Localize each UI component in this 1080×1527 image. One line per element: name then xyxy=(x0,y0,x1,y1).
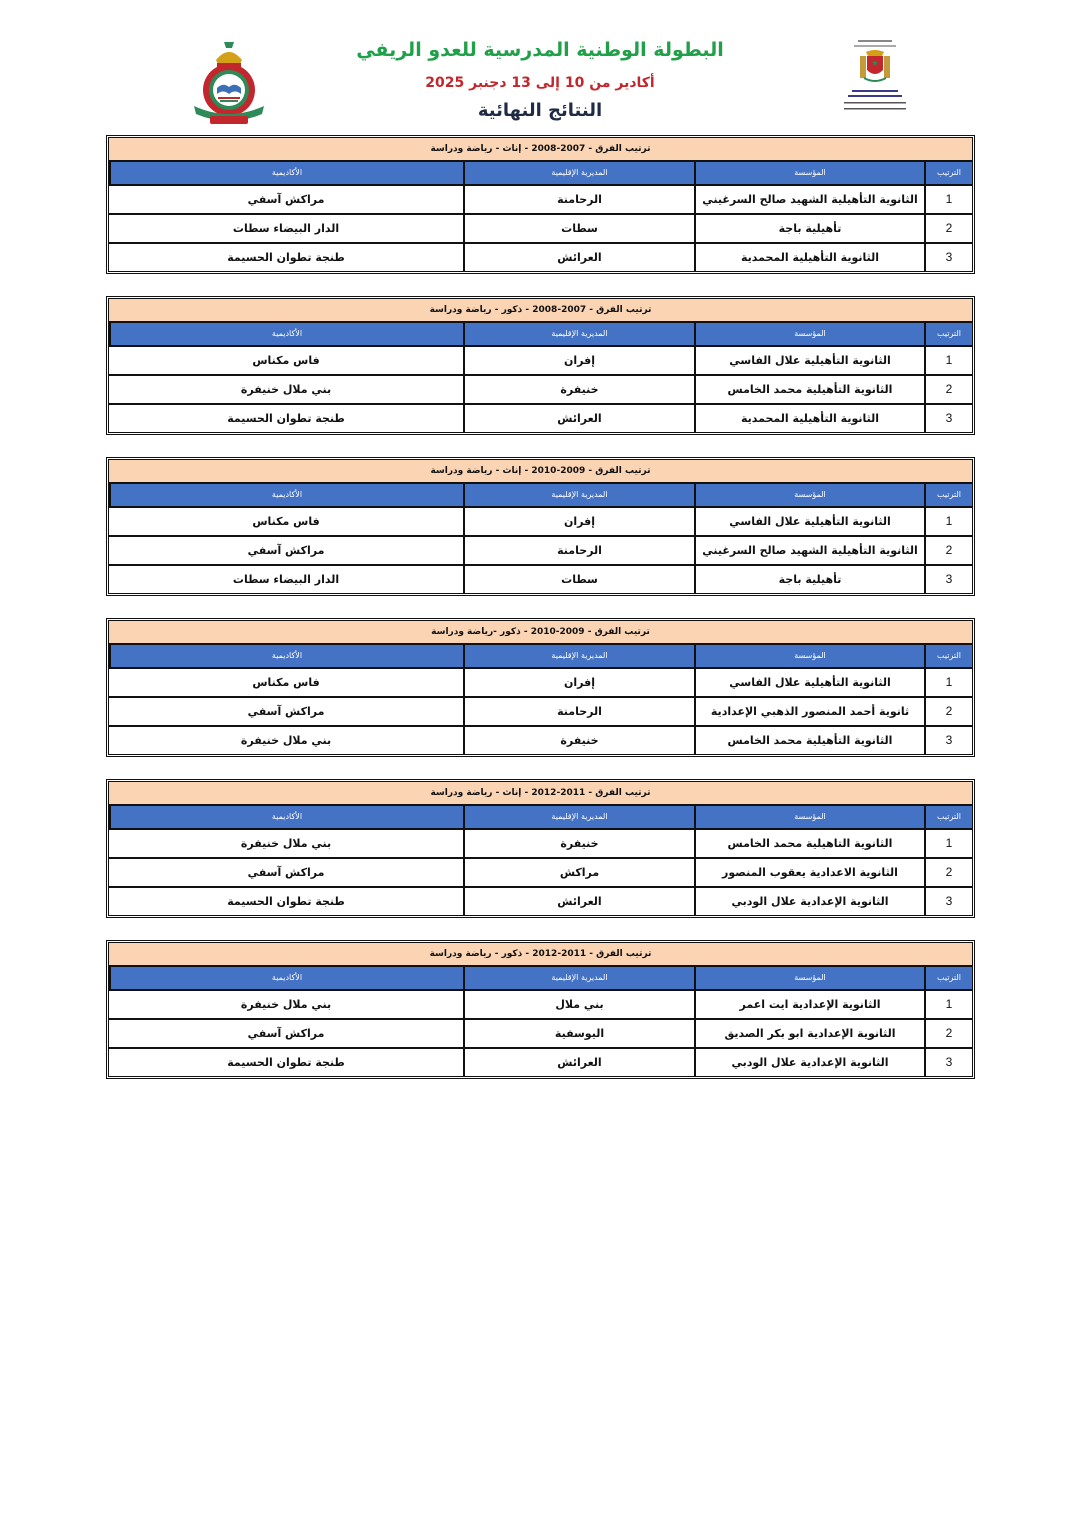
cell-rank: 3 xyxy=(924,888,972,915)
cell-rank: 2 xyxy=(924,698,972,727)
column-header-directorate: المديرية الإقليمية xyxy=(463,162,694,186)
column-header-institution: المؤسسة xyxy=(694,967,924,991)
column-header-directorate: المديرية الإقليمية xyxy=(463,967,694,991)
cell-rank: 2 xyxy=(924,537,972,566)
cell-institution: الثانوية التأهيلية محمد الخامس xyxy=(694,376,924,405)
cell-institution: الثانوية التأهيلية الشهيد صالح السرغيني xyxy=(694,186,924,215)
cell-institution: الثانوية الإعدادية علال الودبي xyxy=(694,888,924,915)
cell-directorate: العرائش xyxy=(463,244,694,271)
cell-institution: الثانوية التأهيلية علال الفاسي xyxy=(694,508,924,537)
column-header-academy: الأكاديمية xyxy=(109,806,463,830)
cell-academy: مراكش آسفي xyxy=(109,537,463,566)
cell-directorate: الرحامنة xyxy=(463,537,694,566)
cell-academy: الدار البيضاء سطات xyxy=(109,566,463,593)
cell-academy: فاس مكناس xyxy=(109,347,463,376)
cell-directorate: إفران xyxy=(463,508,694,537)
cell-academy: مراكش آسفي xyxy=(109,859,463,888)
column-header-institution: المؤسسة xyxy=(694,645,924,669)
cell-academy: فاس مكناس xyxy=(109,508,463,537)
table-caption: ترتيب الفرق - 2009-2010 - ذكور -رياضة ودراسة xyxy=(109,621,972,645)
column-header-rank: الترتيب xyxy=(924,645,972,669)
cell-rank: 1 xyxy=(924,830,972,859)
table-caption: ترتيب الفرق - 2007-2008 - ذكور - رياضة ودراسة xyxy=(109,299,972,323)
federation-emblem-icon xyxy=(190,40,268,126)
cell-academy: بني ملال خنيفرة xyxy=(109,376,463,405)
column-header-rank: الترتيب xyxy=(924,323,972,347)
cell-rank: 3 xyxy=(924,727,972,754)
cell-rank: 2 xyxy=(924,859,972,888)
cell-rank: 2 xyxy=(924,376,972,405)
cell-directorate: خنيفرة xyxy=(463,376,694,405)
column-header-academy: الأكاديمية xyxy=(109,967,463,991)
cell-institution: الثانوية الإعدادية ابو بكر الصديق xyxy=(694,1020,924,1049)
cell-directorate: مراكش xyxy=(463,859,694,888)
cell-academy: الدار البيضاء سطات xyxy=(109,215,463,244)
cell-institution: الثانوية التاهيلية محمد الخامس xyxy=(694,830,924,859)
cell-rank: 1 xyxy=(924,347,972,376)
table-grid xyxy=(109,162,972,271)
ministry-emblem-icon xyxy=(836,38,914,126)
cell-rank: 3 xyxy=(924,405,972,432)
title-block xyxy=(300,36,780,124)
cell-directorate: إفران xyxy=(463,669,694,698)
cell-directorate: العرائش xyxy=(463,405,694,432)
results-table xyxy=(106,618,975,757)
cell-academy: فاس مكناس xyxy=(109,669,463,698)
table-grid xyxy=(109,484,972,593)
results-table xyxy=(106,457,975,596)
table-grid xyxy=(109,645,972,754)
cell-institution: تأهيلية باجة xyxy=(694,215,924,244)
cell-academy: طنجة تطوان الحسيمة xyxy=(109,244,463,271)
column-header-directorate: المديرية الإقليمية xyxy=(463,806,694,830)
cell-directorate: بني ملال xyxy=(463,991,694,1020)
cell-rank: 1 xyxy=(924,508,972,537)
cell-institution: الثانوية التأهيلية محمد الخامس xyxy=(694,727,924,754)
column-header-institution: المؤسسة xyxy=(694,323,924,347)
cell-directorate: سطات xyxy=(463,215,694,244)
cell-institution: الثانوية الإعدادية علال الودبي xyxy=(694,1049,924,1076)
results-table xyxy=(106,940,975,1079)
cell-directorate: الرحامنة xyxy=(463,698,694,727)
cell-academy: طنجة تطوان الحسيمة xyxy=(109,405,463,432)
cell-rank: 1 xyxy=(924,186,972,215)
main-title: البطولة الوطنية المدرسية للعدو الريفي xyxy=(356,39,724,61)
table-caption: ترتيب الفرق - 2011-2012 - ذكور - رياضة ودراسة xyxy=(109,943,972,967)
cell-directorate: سطات xyxy=(463,566,694,593)
column-header-academy: الأكاديمية xyxy=(109,323,463,347)
table-grid xyxy=(109,967,972,1076)
cell-directorate: العرائش xyxy=(463,888,694,915)
column-header-academy: الأكاديمية xyxy=(109,162,463,186)
column-header-rank: الترتيب xyxy=(924,484,972,508)
cell-academy: بني ملال خنيفرة xyxy=(109,991,463,1020)
column-header-academy: الأكاديمية xyxy=(109,484,463,508)
cell-academy: بني ملال خنيفرة xyxy=(109,727,463,754)
column-header-institution: المؤسسة xyxy=(694,806,924,830)
cell-directorate: اليوسفية xyxy=(463,1020,694,1049)
cell-institution: الثانوية الاعدادية يعقوب المنصور xyxy=(694,859,924,888)
cell-directorate: الرحامنة xyxy=(463,186,694,215)
cell-rank: 1 xyxy=(924,669,972,698)
table-grid xyxy=(109,323,972,432)
cell-academy: مراكش آسفي xyxy=(109,1020,463,1049)
cell-directorate: خنيفرة xyxy=(463,830,694,859)
table-grid xyxy=(109,806,972,915)
results-table xyxy=(106,296,975,435)
cell-academy: مراكش آسفي xyxy=(109,698,463,727)
results-tables xyxy=(106,135,975,1101)
cell-academy: طنجة تطوان الحسيمة xyxy=(109,888,463,915)
column-header-institution: المؤسسة xyxy=(694,162,924,186)
cell-institution: الثانوية التأهيلية المحمدية xyxy=(694,405,924,432)
results-table xyxy=(106,779,975,918)
cell-directorate: العرائش xyxy=(463,1049,694,1076)
table-caption: ترتيب الفرق - 2011-2012 - إناث - رياضة ودراسة xyxy=(109,782,972,806)
column-header-academy: الأكاديمية xyxy=(109,645,463,669)
column-header-institution: المؤسسة xyxy=(694,484,924,508)
cell-academy: طنجة تطوان الحسيمة xyxy=(109,1049,463,1076)
cell-rank: 2 xyxy=(924,215,972,244)
cell-institution: الثانوية التأهيلية المحمدية xyxy=(694,244,924,271)
column-header-rank: الترتيب xyxy=(924,967,972,991)
column-header-directorate: المديرية الإقليمية xyxy=(463,484,694,508)
cell-directorate: خنيفرة xyxy=(463,727,694,754)
table-caption: ترتيب الفرق - 2007-2008 - إناث - رياضة ودراسة xyxy=(109,138,972,162)
cell-institution: الثانوية التأهيلية علال الفاسي xyxy=(694,347,924,376)
results-table xyxy=(106,135,975,274)
column-header-rank: الترتيب xyxy=(924,162,972,186)
event-dates: أكادير من 10 إلى 13 دجنبر 2025 xyxy=(425,75,655,91)
page-header xyxy=(0,0,1080,135)
cell-rank: 3 xyxy=(924,1049,972,1076)
cell-directorate: إفران xyxy=(463,347,694,376)
cell-rank: 2 xyxy=(924,1020,972,1049)
column-header-directorate: المديرية الإقليمية xyxy=(463,645,694,669)
cell-academy: مراكش آسفي xyxy=(109,186,463,215)
column-header-directorate: المديرية الإقليمية xyxy=(463,323,694,347)
cell-rank: 3 xyxy=(924,244,972,271)
cell-institution: تأهيلية باجة xyxy=(694,566,924,593)
results-title: النتائج النهائية xyxy=(477,100,603,121)
cell-institution: الثانوية التأهيلية الشهيد صالح السرغيني xyxy=(694,537,924,566)
cell-rank: 1 xyxy=(924,991,972,1020)
table-caption: ترتيب الفرق - 2009-2010 - إناث - رياضة ودراسة xyxy=(109,460,972,484)
cell-institution: الثانوية الإعدادية ايت اعمر xyxy=(694,991,924,1020)
cell-rank: 3 xyxy=(924,566,972,593)
cell-institution: ثانوية أحمد المنصور الذهبي الإعدادية xyxy=(694,698,924,727)
cell-institution: الثانوية التأهيلية علال الفاسي xyxy=(694,669,924,698)
column-header-rank: الترتيب xyxy=(924,806,972,830)
cell-academy: بني ملال خنيفرة xyxy=(109,830,463,859)
